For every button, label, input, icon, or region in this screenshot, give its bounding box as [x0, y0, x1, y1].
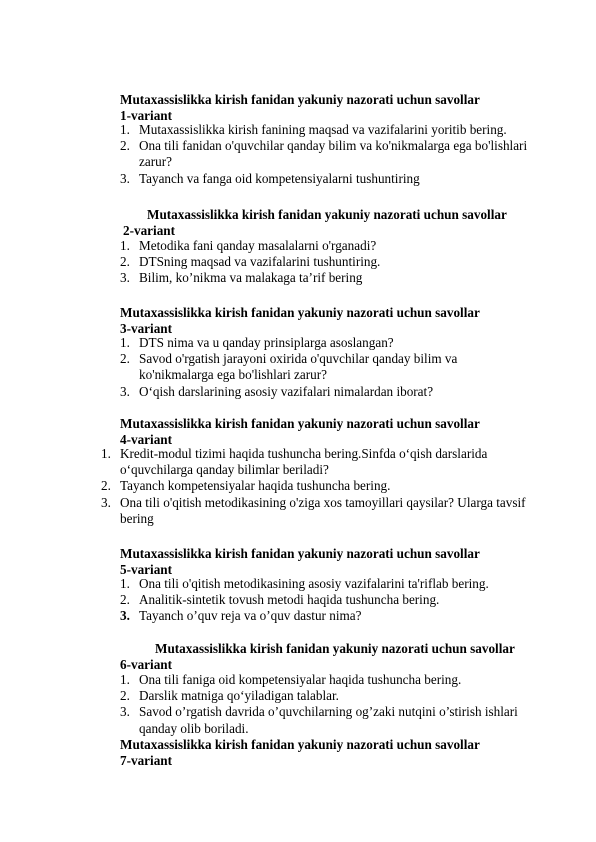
question-text: Analitik-sintetik tovush metodi haqida tushuncha bering. — [139, 592, 440, 608]
question-number: 1. — [120, 122, 130, 137]
variant-label: 4-variant — [120, 432, 173, 448]
question-number: 2. — [120, 138, 130, 154]
question-text: Tayanch kompetensiyalar haqida tushuncha bering. — [120, 478, 391, 494]
variant-label: 7-variant — [120, 753, 173, 769]
question-text: qanday olib boriladi. — [139, 720, 249, 736]
question-text: Bilim, ko’nikma va malakaga ta’rif bering — [139, 270, 363, 286]
question-number: 3. — [120, 704, 130, 720]
question-text: bering — [120, 510, 154, 526]
section-title: Mutaxassislikka kirish fanidan yakuniy nazorati uchun savollar — [120, 305, 480, 320]
question-text: Tayanch va fanga oid kompetensiyalarni tushuntiring — [139, 170, 420, 186]
question-number: 1. — [120, 672, 130, 687]
question-number: 1. — [101, 446, 111, 461]
question-text: DTSning maqsad va vazifalarini tushuntiring. — [139, 254, 381, 270]
section-title: Mutaxassislikka kirish fanidan yakuniy nazorati uchun savollar — [120, 416, 480, 431]
variant-label: 1-variant — [120, 108, 173, 124]
section-title: Mutaxassislikka kirish fanidan yakuniy nazorati uchun savollar — [147, 207, 507, 222]
question-number: 3. — [120, 270, 130, 286]
section-title: Mutaxassislikka kirish fanidan yakuniy nazorati uchun savollar — [120, 737, 480, 752]
variant-label: 5-variant — [120, 562, 173, 578]
question-text: Tayanch o’quv reja va o’quv dastur nima? — [139, 608, 362, 624]
question-text: ko'nikmalarga ega bo'lishlari zarur? — [139, 367, 327, 383]
question-number: 2. — [101, 478, 111, 494]
question-number: 1. — [120, 238, 130, 253]
question-text: Kredit-modul tizimi haqida tushuncha bering.Sinfda o‘qish darslarida — [120, 446, 488, 461]
variant-label: 2-variant — [123, 223, 176, 239]
question-text: Darslik matniga qo‘yiladigan talablar. — [139, 688, 339, 704]
question-text: zarur? — [139, 154, 172, 170]
question-number: 1. — [120, 576, 130, 591]
question-text: DTS nima va u qanday prinsiplarga asoslangan? — [139, 335, 394, 350]
question-number: 1. — [120, 335, 130, 350]
section-title: Mutaxassislikka kirish fanidan yakuniy nazorati uchun savollar — [120, 92, 480, 107]
question-number: 3. — [120, 383, 130, 399]
question-number: 2. — [120, 592, 130, 608]
question-text: Ona tili fanidan o'quvchilar qanday bilim va ko'nikmalarga ega bo'lishlari — [139, 138, 528, 154]
question-text: Ona tili o'qitish metodikasining asosiy vazifalarini ta'riflab bering. — [139, 576, 489, 591]
variant-label: 3-variant — [120, 321, 173, 337]
question-text: Ona tili o'qitish metodikasining o'ziga xos tamoyillari qaysilar? Ularga tavsif — [120, 494, 526, 510]
question-text: Savod o’rgatish davrida o’quvchilarning og’zaki nutqini o’stirish ishlari — [139, 704, 518, 720]
question-text: Mutaxassislikka kirish fanining maqsad va vazifalarini yoritib bering. — [139, 122, 507, 137]
question-number: 3. — [120, 170, 130, 186]
question-text: Ona tili faniga oid kompetensiyalar haqida tushuncha bering. — [139, 672, 462, 687]
question-text: O‘qish darslarining asosiy vazifalari nimalardan iborat? — [139, 383, 434, 399]
section-title: Mutaxassislikka kirish fanidan yakuniy nazorati uchun savollar — [120, 546, 480, 561]
variant-label: 6-variant — [120, 657, 173, 673]
question-number: 2. — [120, 254, 130, 270]
question-number: 2. — [120, 688, 130, 704]
question-text: Metodika fani qanday masalalarni o'rganadi? — [139, 238, 377, 253]
section-title: Mutaxassislikka kirish fanidan yakuniy nazorati uchun savollar — [155, 641, 515, 656]
question-text: o‘quvchilarga qanday bilimlar beriladi? — [120, 462, 329, 478]
question-number: 2. — [120, 351, 130, 367]
question-number: 3. — [101, 494, 111, 510]
question-text: Savod o'rgatish jarayoni oxirida o'quvchilar qanday bilim va — [139, 351, 458, 367]
question-number: 3. — [120, 608, 130, 624]
